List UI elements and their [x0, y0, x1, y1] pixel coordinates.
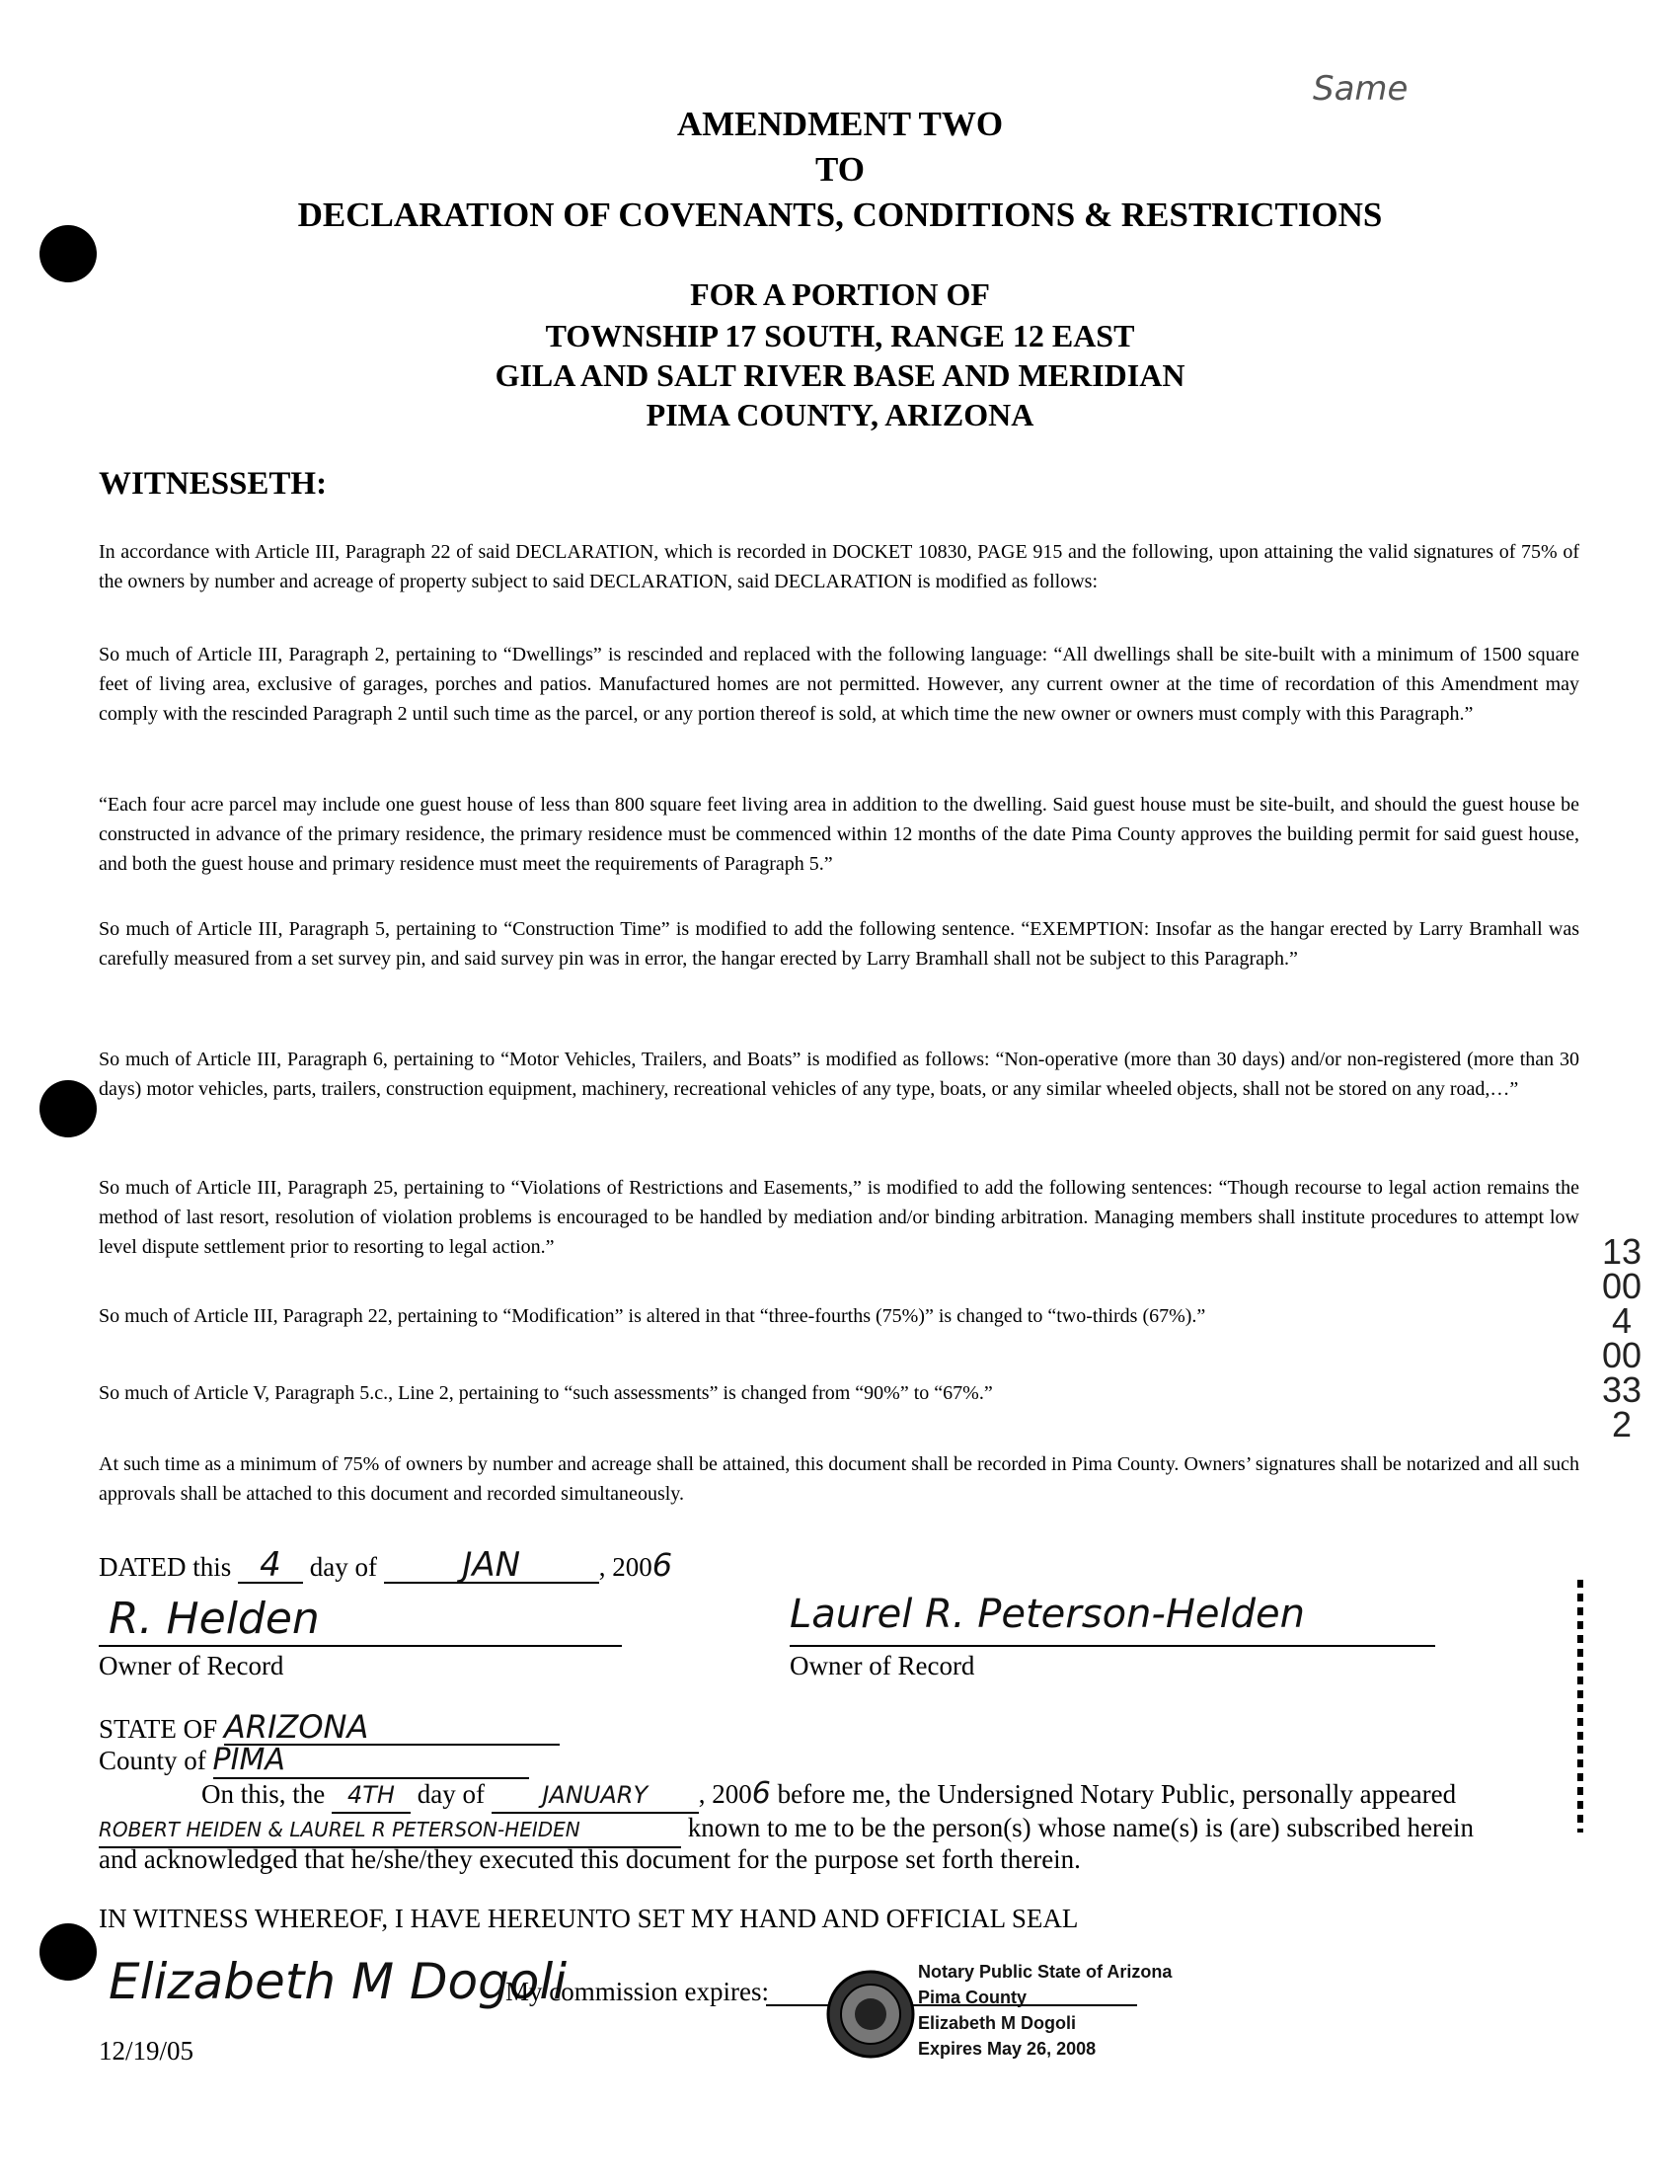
- witnesseth-heading: WITNESSETH:: [99, 466, 328, 502]
- corner-note: Same: [1313, 69, 1409, 109]
- state-value: ARIZONA: [224, 1710, 560, 1746]
- notary-line1-c: before me, the Undersigned Notary Public, personally appeared: [777, 1779, 1457, 1809]
- margin-scan-artifact: [1577, 1580, 1583, 1833]
- seal-line-3: Elizabeth M Dogoli: [918, 2013, 1076, 2033]
- date-footer: 12/19/05: [99, 2036, 194, 2066]
- state-line: [99, 1710, 560, 1746]
- notary-seal-icon: [825, 1969, 916, 2060]
- notary-line1-b: day of: [417, 1779, 485, 1809]
- subtitle-meridian: GILA AND SALT RIVER BASE AND MERIDIAN: [495, 357, 1185, 393]
- owner2-signature: Laurel R. Peterson-Helden: [790, 1592, 1305, 1637]
- punch-hole-middle: [39, 1080, 97, 1137]
- notary-line-3: and acknowledged that he/she/they executed this document for the purpose set forth therein.: [99, 1844, 1081, 1874]
- notary-day: 4TH: [332, 1778, 411, 1814]
- notary-month: JANUARY: [492, 1778, 699, 1814]
- county-label: County of: [99, 1746, 206, 1775]
- seal-text: [918, 1959, 1172, 2062]
- title-to: TO: [815, 150, 865, 189]
- paragraph-guest-house: “Each four acre parcel may include one guest house of less than 800 square feet living area in addition to the dwelling. Said guest house must be site-built, and should the guest house be constructed in advance of the primary residence, the primary residence must be commenced within 12 months of the date Pima County approves the building permit for said guest house, and both the guest house and primary residence must meet the requirements of Paragraph 5.”: [99, 794, 1579, 875]
- seal-line-4: Expires May 26, 2008: [918, 2039, 1097, 2059]
- subtitle-portion: FOR A PORTION OF: [690, 276, 990, 312]
- paragraph-violations: So much of Article III, Paragraph 25, pertaining to “Violations of Restrictions and Easements,” is modified to add the following sentences: “Though recourse to legal action remains the method of last resort, resolution of violation problems is encouraged to be handled by mediation and/or binding arbitration. Managing members shall institute procedures to attempt low level dispute settlement prior to resorting to legal action.”: [99, 1177, 1579, 1258]
- dated-line: [99, 1545, 673, 1585]
- dated-year-digit: 6: [651, 1546, 673, 1584]
- dated-prefix: DATED this: [99, 1552, 232, 1582]
- paragraph-recording: At such time as a minimum of 75% of owners by number and acreage shall be attained, this document shall be recorded in Pima County. Owners’ signatures shall be notarized and all such approvals shall be attached to this document and recorded simultaneously.: [99, 1453, 1579, 1505]
- owner1-signature: R. Helden: [109, 1594, 320, 1644]
- notary-line-1: [201, 1777, 1456, 1814]
- dated-year-prefix: , 200: [598, 1552, 652, 1582]
- paragraph-dwellings: So much of Article III, Paragraph 2, pertaining to “Dwellings” is rescinded and replaced with the following language: “All dwellings shall be site-built with a minimum of 1500 square feet of living area, exclusive of garages, porches and patios. Manufactured homes are not permitted. However, any current owner at the time of recordation of this Amendment may comply with the rescinded Paragraph 2 until such time as the parcel, or any portion thereof is sold, at which time the new owner or owners must comply with this Paragraph.”: [99, 644, 1579, 725]
- paragraph-intro: In accordance with Article III, Paragraph 22 of said DECLARATION, which is recorded in DOCKET 10830, PAGE 915 and the following, upon attaining the valid signatures of 75% of the owners by number and acreage of property subject to said DECLARATION, said DECLARATION is modified as follows:: [99, 541, 1579, 592]
- appeared-names: ROBERT HEIDEN & LAUREL R PETERSON-HEIDEN: [99, 1813, 681, 1848]
- owner1-signature-line: [99, 1645, 622, 1647]
- state-label: STATE OF: [99, 1714, 218, 1744]
- notary-line1-a: On this, the: [201, 1779, 326, 1809]
- dated-mid: day of: [309, 1552, 377, 1582]
- dated-month: JAN: [384, 1548, 599, 1584]
- notary-year-prefix: , 200: [698, 1779, 752, 1809]
- county-value: PIMA: [213, 1744, 529, 1779]
- subtitle-township: TOWNSHIP 17 SOUTH, RANGE 12 EAST: [545, 318, 1135, 353]
- title-declaration: DECLARATION OF COVENANTS, CONDITIONS & RESTRICTIONS: [297, 195, 1383, 234]
- paragraph-modification: So much of Article III, Paragraph 22, pertaining to “Modification” is altered in that “three-fourths (75%)” is changed to “two-thirds (67%).”: [99, 1305, 1206, 1327]
- dated-day: 4: [238, 1548, 303, 1584]
- seal-line-2: Pima County: [918, 1988, 1028, 2007]
- paragraph-motor-vehicles: So much of Article III, Paragraph 6, pertaining to “Motor Vehicles, Trailers, and Boats” is modified as follows: “Non-operative (more than 30 days) and/or non-registered (more than 30 days) motor vehicles, parts, trailers, construction equipment, machinery, recreational vehicles of any type, boats, or any similar wheeled objects, shall not be stored on any road,…”: [99, 1049, 1579, 1100]
- county-line: [99, 1744, 529, 1779]
- punch-hole-bottom: [39, 1923, 97, 1981]
- commission-label: My commission expires:: [505, 1977, 769, 2006]
- notary-line2-c: known to me to be the person(s) whose name(s) is (are) subscribed herein: [687, 1813, 1475, 1842]
- owner2-signature-line: [790, 1645, 1435, 1647]
- subtitle-county: PIMA COUNTY, ARIZONA: [646, 397, 1034, 432]
- paragraph-construction-time: So much of Article III, Paragraph 5, pertaining to “Construction Time” is modified to add the following sentence. “EXEMPTION: Insofar as the hangar erected by Larry Bramhall was carefully measured from a set survey pin, and said survey pin was in error, the hangar erected by Larry Bramhall shall not be subject to this Paragraph.”: [99, 918, 1579, 970]
- seal-line-1: Notary Public State of Arizona: [918, 1962, 1173, 1982]
- notary-signature: Elizabeth M Dogoli: [109, 1953, 568, 2010]
- title-amendment: AMENDMENT TWO: [676, 105, 1004, 143]
- owner1-label: Owner of Record: [99, 1651, 284, 1680]
- notary-year-digit: 6: [751, 1776, 771, 1811]
- owner2-label: Owner of Record: [790, 1651, 975, 1680]
- paragraph-assessments: So much of Article V, Paragraph 5.c., Line 2, pertaining to “such assessments” is changed from “90%” to “67%.”: [99, 1382, 993, 1404]
- side-stamp-number: 13004 00332: [1601, 1231, 1642, 1444]
- in-witness-line: IN WITNESS WHEREOF, I HAVE HEREUNTO SET MY HAND AND OFFICIAL SEAL: [99, 1904, 1079, 1933]
